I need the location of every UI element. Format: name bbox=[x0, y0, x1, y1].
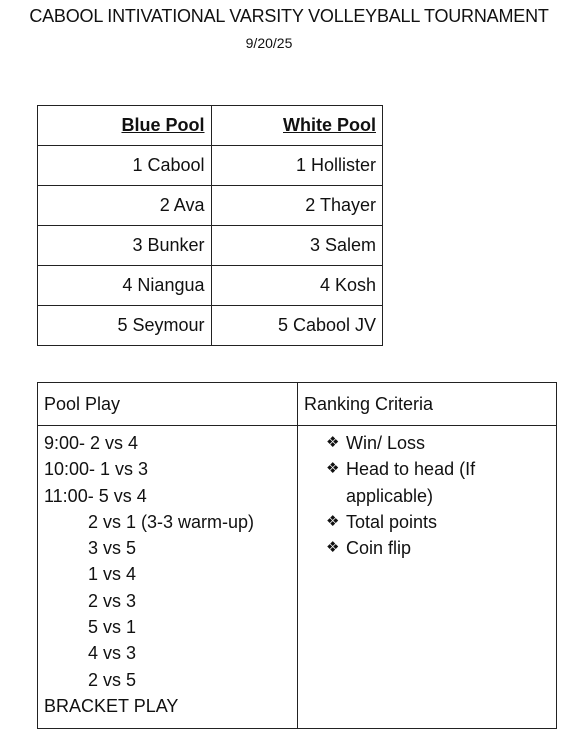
schedule-line: 2 vs 3 bbox=[88, 590, 137, 611]
pool-play-schedule bbox=[38, 426, 298, 729]
diamond-bullet-icon: ❖ bbox=[326, 460, 340, 478]
schedule-line: 4 vs 3 bbox=[88, 643, 137, 664]
criteria-list bbox=[326, 430, 550, 561]
blue-pool-header: Blue Pool bbox=[38, 106, 212, 146]
criteria-text: Head to head (If applicable) bbox=[346, 459, 476, 506]
pools-header-row bbox=[38, 106, 383, 146]
pool-play-header-row bbox=[38, 383, 557, 426]
table-row bbox=[38, 226, 383, 266]
schedule-line: 2 vs 1 (3-3 warm-up) bbox=[88, 511, 255, 532]
schedule-line: 10:00- 1 vs 3 bbox=[44, 459, 149, 480]
white-pool-team: 3 Salem bbox=[211, 226, 383, 266]
blue-pool-team: 5 Seymour bbox=[38, 306, 212, 346]
diamond-bullet-icon: ❖ bbox=[326, 512, 340, 530]
ranking-criteria-list bbox=[298, 426, 557, 729]
list-item bbox=[326, 430, 550, 456]
criteria-text: Coin flip bbox=[346, 538, 412, 559]
pool-play-body-row bbox=[38, 426, 557, 729]
list-item bbox=[326, 456, 550, 509]
table-row bbox=[38, 306, 383, 346]
blue-pool-team: 2 Ava bbox=[38, 186, 212, 226]
ranking-criteria-header: Ranking Criteria bbox=[298, 383, 557, 426]
white-pool-team: 4 Kosh bbox=[211, 266, 383, 306]
table-row bbox=[38, 186, 383, 226]
schedule-line: 3 vs 5 bbox=[88, 538, 137, 559]
white-pool-team: 1 Hollister bbox=[211, 146, 383, 186]
criteria-text: Total points bbox=[346, 511, 438, 532]
schedule-line: 2 vs 5 bbox=[88, 669, 137, 690]
pool-play-header: Pool Play bbox=[38, 383, 298, 426]
diamond-bullet-icon: ❖ bbox=[326, 539, 340, 557]
document-date: 9/20/25 bbox=[245, 35, 293, 51]
list-item bbox=[326, 509, 550, 535]
schedule-line: 5 vs 1 bbox=[88, 617, 137, 638]
document-title: CABOOL INTIVATIONAL VARSITY VOLLEYBALL TOURNAMENT bbox=[29, 6, 549, 26]
diamond-bullet-icon: ❖ bbox=[326, 434, 340, 451]
blue-pool-team: 4 Niangua bbox=[38, 266, 212, 306]
pools-table bbox=[37, 105, 383, 346]
blue-pool-team: 3 Bunker bbox=[38, 226, 212, 266]
white-pool-header: White Pool bbox=[211, 106, 383, 146]
schedule-line: 9:00- 2 vs 4 bbox=[44, 433, 139, 453]
white-pool-team: 2 Thayer bbox=[211, 186, 383, 226]
table-row bbox=[38, 266, 383, 306]
bracket-play-line: BRACKET PLAY bbox=[44, 695, 179, 716]
table-row bbox=[38, 146, 383, 186]
list-item bbox=[326, 535, 550, 561]
schedule-line: 1 vs 4 bbox=[88, 564, 137, 585]
pool-play-table bbox=[37, 382, 557, 729]
schedule-line: 11:00- 5 vs 4 bbox=[44, 485, 147, 506]
white-pool-team: 5 Cabool JV bbox=[211, 306, 383, 346]
criteria-text: Win/ Loss bbox=[346, 433, 426, 453]
blue-pool-team: 1 Cabool bbox=[38, 146, 212, 186]
